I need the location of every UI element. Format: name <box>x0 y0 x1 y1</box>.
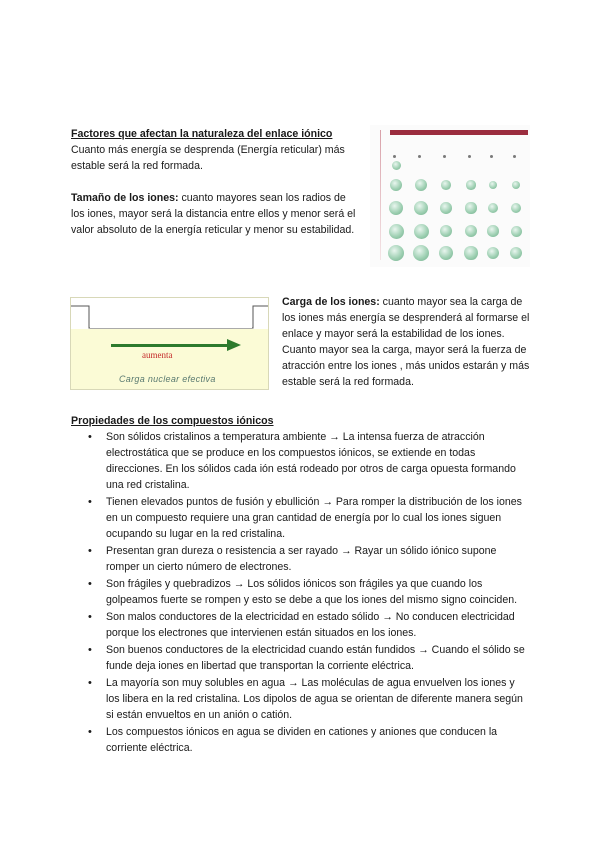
atom-sphere <box>466 180 475 189</box>
element-marker <box>468 155 471 158</box>
list-item: • Los compuestos iónicos en agua se dividen en cationes y aniones que conducen la corriente eléctrica. <box>71 724 531 756</box>
atom-sphere <box>389 201 403 215</box>
atom-sphere <box>389 224 404 239</box>
intro-paragraph: Cuanto más energía se desprenda (Energía reticular) más estable será la red formada. <box>71 144 345 172</box>
ion-size-text: cuanto mayores sean los radios de los iones, mayor será la distancia entre ellos y menor será el valor absoluto de la energía reticular y menor su estabilidad. <box>71 192 356 236</box>
list-item: • Son frágiles y quebradizos → Los sólidos iónicos son frágiles ya que cuando los golpeamos fuerte se rompen y esto se debe a que los iones del mismo signo coinciden. <box>71 576 531 608</box>
charge-text: cuanto mayor sea la carga de los iones más energía se desprenderá al formarse el enlace y mayor será la estabilidad de los iones. Cuanto mayor sea la carga, mayor será la fuerza de atracción entre los iones , más unidos estarán y más estable será la red formada. <box>282 296 530 388</box>
atom-sphere <box>439 246 453 260</box>
atom-sphere <box>464 246 477 259</box>
list-item: • Presentan gran dureza o resistencia a ser rayado → Rayar un sólido iónico supone romper un cierto número de electrones. <box>71 543 531 575</box>
atom-sphere <box>487 225 499 237</box>
charge-paragraph <box>282 294 530 390</box>
atom-sphere <box>414 201 428 215</box>
ion-size-title: Tamaño de los iones: <box>71 192 179 204</box>
properties-heading: Propiedades de los compuestos iónicos <box>71 415 274 427</box>
atom-sphere <box>488 203 499 214</box>
atom-sphere <box>511 226 522 237</box>
charge-title: Carga de los iones: <box>282 296 380 308</box>
section-ionic-factors <box>71 126 361 238</box>
element-marker <box>418 155 421 158</box>
increase-arrow <box>111 344 231 347</box>
atom-sphere <box>512 181 520 189</box>
diagram-caption: Carga nuclear efectiva <box>119 374 216 384</box>
atom-sphere <box>440 225 453 238</box>
list-item: • Son sólidos cristalinos a temperatura ambiente → La intensa fuerza de atracción electrostática que se produce en los compuestos iónicos, se extiende en todas direcciones. En los sólidos cada ión está rodeado por otros de carga opuesta formando una red cristalina. <box>71 429 531 493</box>
ion-size-paragraph <box>71 190 361 238</box>
section-heading: Factores que afectan la naturaleza del enlace iónico <box>71 128 333 140</box>
increase-label: aumenta <box>142 350 173 360</box>
element-marker <box>443 155 446 158</box>
properties-list <box>71 429 531 756</box>
atom-sphere <box>465 202 476 213</box>
list-item: • La mayoría son muy solubles en agua → Las moléculas de agua envuelven los iones y los libera en la red cristalina. Los dipolos de agua se orientan de diferente manera según si están envueltos en un anión o catión. <box>71 675 531 723</box>
atom-sphere <box>487 247 500 260</box>
list-item: • Son buenos conductores de la electricidad cuando están fundidos → Cuando el sólido se funde deja iones en libertad que transportan la corriente eléctrica. <box>71 642 531 674</box>
atom-sphere <box>465 225 477 237</box>
element-marker <box>513 155 516 158</box>
atom-sphere <box>415 179 427 191</box>
atom-sphere <box>510 247 522 259</box>
atom-sphere <box>489 181 498 190</box>
atom-sphere <box>414 224 429 239</box>
list-item: • Son malos conductores de la electricidad en estado sólido → No conducen electricidad porque los electrones que intervienen están situados en los iones. <box>71 609 531 641</box>
diagram-outline <box>71 298 268 338</box>
element-marker <box>393 155 396 158</box>
periodic-table-header-bar <box>390 130 528 135</box>
effective-charge-diagram <box>70 297 269 390</box>
element-marker <box>490 155 493 158</box>
section-charge <box>282 294 530 390</box>
list-item: • Tienen elevados puntos de fusión y ebullición → Para romper la distribución de los iones en un compuesto requiere una gran cantidad de energía por lo cual los iones siguen ocupando su lugar en la red cristalina. <box>71 494 531 542</box>
arrow-head-icon <box>227 339 241 351</box>
atom-sphere <box>390 179 402 191</box>
atom-sphere <box>511 203 521 213</box>
atom-sphere <box>413 245 429 261</box>
atom-sphere <box>388 245 404 261</box>
periodic-table-axis <box>380 130 381 260</box>
section-properties <box>71 413 531 757</box>
atom-sphere <box>392 161 401 170</box>
atom-sphere <box>441 180 451 190</box>
atom-sphere <box>440 202 452 214</box>
periodic-table-image <box>370 125 530 267</box>
